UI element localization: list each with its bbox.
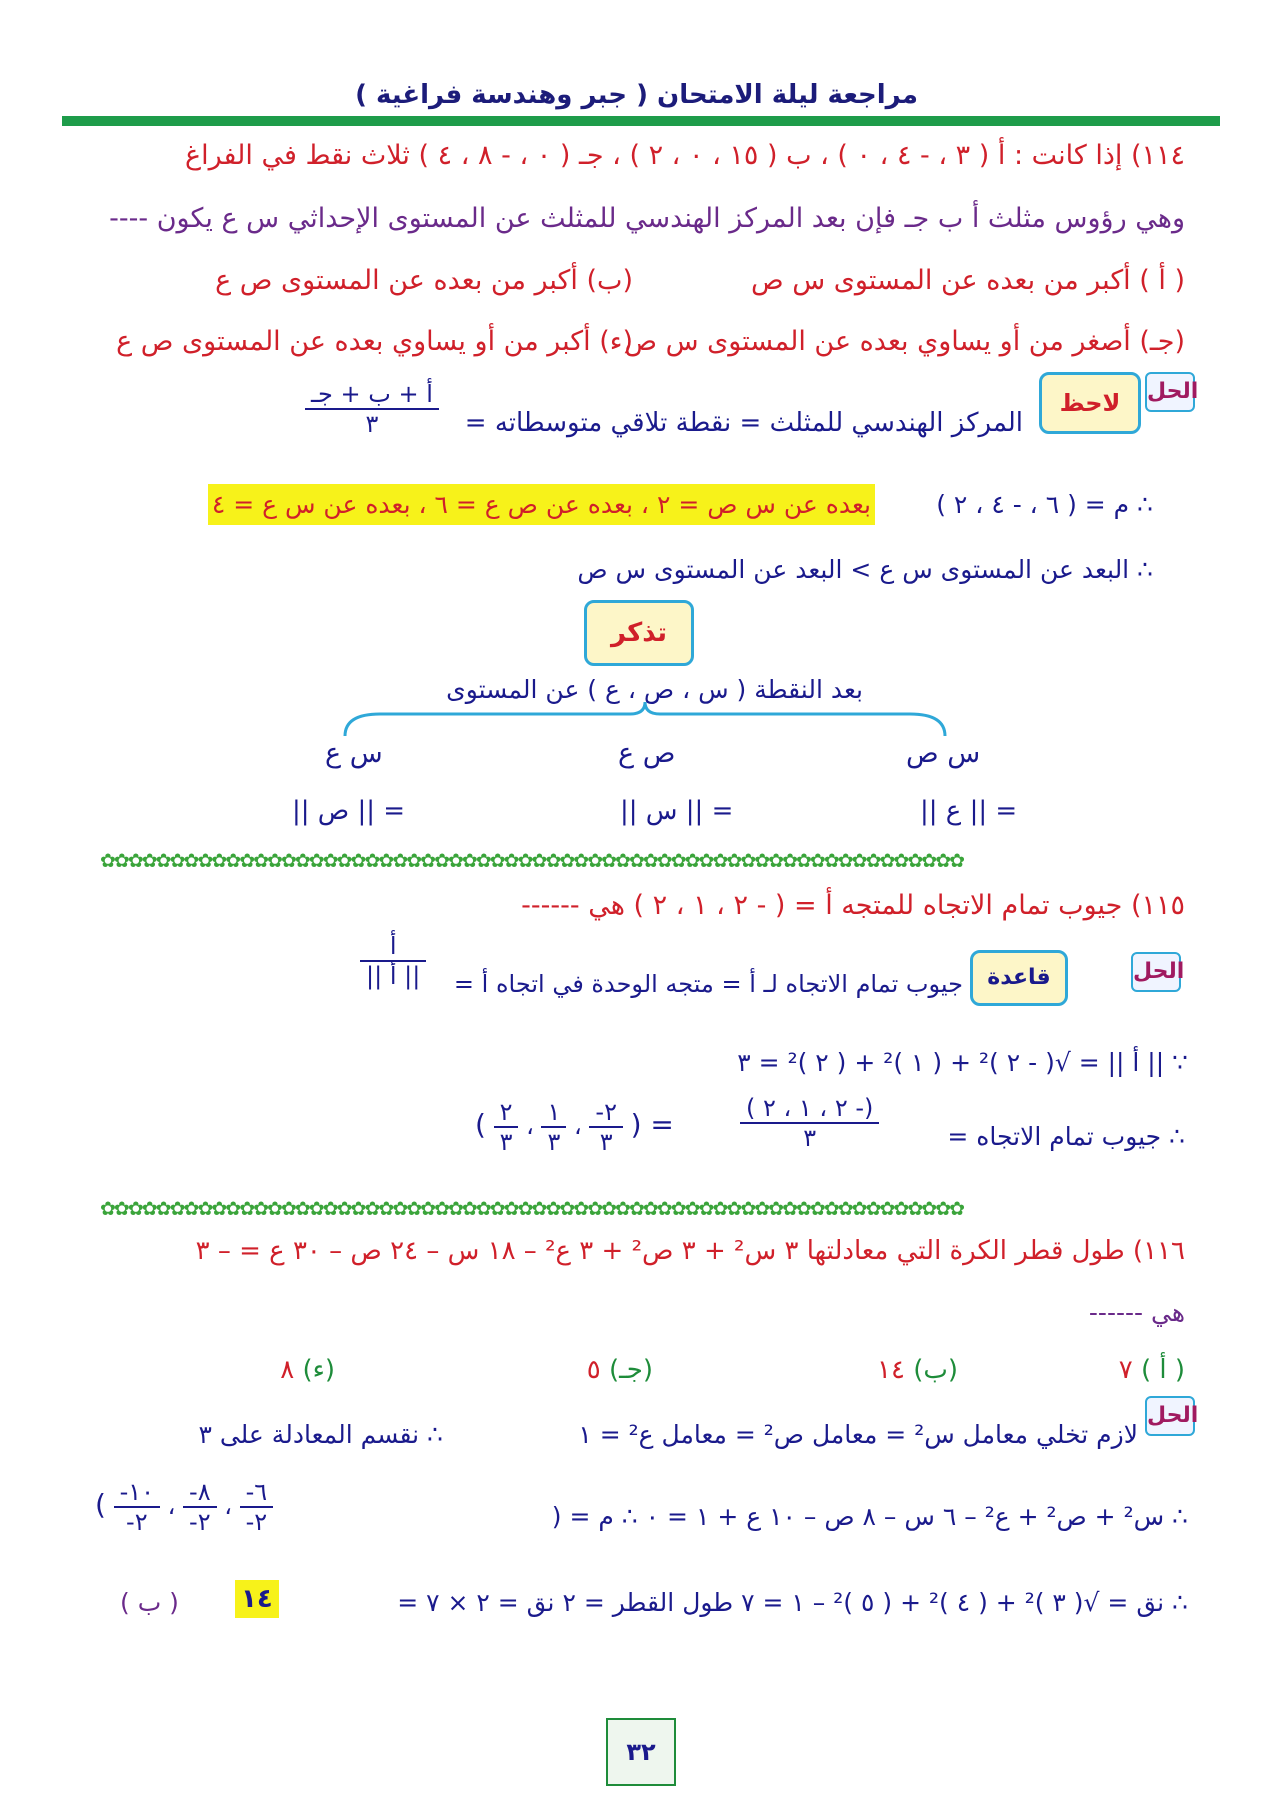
cosine-z-num: ٢ xyxy=(494,1098,519,1128)
q114-solution-tag: الحل xyxy=(1145,372,1195,412)
section-divider-flowers-2: ✿✿✿✿✿✿✿✿✿✿✿✿✿✿✿✿✿✿✿✿✿✿✿✿✿✿✿✿✿✿✿✿✿✿✿✿✿✿✿✿✿✿✿✿✿✿✿✿✿✿✿✿✿✿✿✿✿✿✿✿✿✿ xyxy=(100,1198,964,1220)
distance-rule-title: بعد النقطة ( س ، ص ، ع ) عن المستوى xyxy=(446,675,863,704)
center-z-den: -٢ xyxy=(126,1508,148,1536)
option-b-value: ١٤ xyxy=(877,1355,905,1385)
section-divider-flowers: ✿✿✿✿✿✿✿✿✿✿✿✿✿✿✿✿✿✿✿✿✿✿✿✿✿✿✿✿✿✿✿✿✿✿✿✿✿✿✿✿✿✿✿✿✿✿✿✿✿✿✿✿✿✿✿✿✿✿✿✿✿✿ xyxy=(100,850,964,872)
rule-badge: قاعدة xyxy=(970,950,1068,1006)
center-y-num: -٨ xyxy=(183,1478,217,1508)
option-d-label: (ء) xyxy=(302,1355,335,1385)
q116-step1b: ∴ نقسم المعادلة على ٣ xyxy=(198,1420,443,1449)
q116-step1: لازم تخلي معامل س² = معامل ص² = معامل ع² = ١ xyxy=(578,1420,1138,1449)
q116-question-end: هي ------ xyxy=(1088,1298,1185,1327)
q116-question: ١١٦) طول قطر الكرة التي معادلتها ٣ س² + ٣ ص² + ٣ ع² – ١٨ س – ٢٤ ص – ٣٠ ع = – ٣ xyxy=(195,1236,1185,1266)
plane-xy-value: = || ع || xyxy=(920,796,1018,826)
center-x-den: -٢ xyxy=(245,1508,268,1536)
q116-option-a xyxy=(1119,1355,1185,1385)
option-a-label: ( أ ) xyxy=(1140,1355,1185,1385)
centroid-denominator: ٣ xyxy=(365,410,379,438)
option-c-value: ٥ xyxy=(586,1355,601,1385)
cosine-z-den: ٣ xyxy=(499,1128,513,1156)
rule-denominator: || أ || xyxy=(366,962,421,990)
cosines-label: ∴ جيوب تمام الاتجاه = xyxy=(947,1122,1185,1151)
remember-badge: تذكر xyxy=(584,600,694,666)
q114-line1: ١١٤) إذا كانت : أ ( ٣ ، - ٤ ، ٠ ) ، ب ( ١٥ ، ٠ ، ٢ ) ، جـ ( ٠ ، - ٨ ، ٤ ) ثلاث نقط في الفراغ xyxy=(185,140,1185,171)
q116-option-d xyxy=(280,1355,335,1385)
center-x-num: -٦ xyxy=(240,1478,274,1508)
plane-xz-label: س ع xyxy=(325,738,383,769)
distance-conclusion: ∴ البعد عن المستوى س ع > البعد عن المستوى س ص xyxy=(577,555,1153,584)
cosine-y-num: ١ xyxy=(541,1098,566,1128)
q116-option-c xyxy=(587,1355,653,1385)
norm-line: ∵ || أ || = √( - ٢ )² + ( ١ )² + ( ٢ )² = ٣ xyxy=(737,1048,1188,1077)
q114-option-c: (جـ) أصغر من أو يساوي بعده عن المستوى س ص xyxy=(624,326,1185,357)
q116-step2: ∴ س² + ص² + ع² – ٦ س – ٨ ص – ١٠ ع + ١ = ٠ ∴ م = ( xyxy=(551,1502,1188,1531)
plane-yz-label: ص ع xyxy=(618,738,676,769)
cosines-fraction xyxy=(740,1094,879,1152)
header-divider xyxy=(62,116,1220,126)
answer-label: ( ب ) xyxy=(120,1588,179,1617)
cosines-numerator: (- ٢ ، ١ ، ٢ ) xyxy=(740,1094,879,1124)
cosines-denominator: ٣ xyxy=(803,1124,817,1152)
cosine-x-num: -٢ xyxy=(589,1098,623,1128)
centroid-fraction xyxy=(305,380,439,438)
q116-solution-tag: الحل xyxy=(1145,1396,1195,1436)
cosine-y-den: ٣ xyxy=(547,1128,561,1156)
answer-highlight: ١٤ xyxy=(235,1580,279,1618)
q114-option-d: (ء) أكبر من أو يساوي بعده عن المستوى ص ع xyxy=(116,326,633,357)
q114-option-a: ( أ ) أكبر من بعده عن المستوى س ص xyxy=(750,265,1185,296)
q115-solution-tag: الحل xyxy=(1131,952,1181,992)
q116-option-b xyxy=(877,1355,958,1385)
center-y-den: -٢ xyxy=(189,1508,211,1536)
plane-xz-value: = || ص || xyxy=(292,796,406,826)
cosine-x-den: ٣ xyxy=(599,1128,613,1156)
centroid-definition: المركز الهندسي للمثلث = نقطة تلاقي متوسطاته = xyxy=(464,408,1023,438)
distance-brace xyxy=(340,700,950,740)
distance-highlight: بعده عن س ص = ٢ ، بعده عن ص ع = ٦ ، بعده عن س ع = ٤ xyxy=(208,484,875,525)
option-c-label: (جـ) xyxy=(609,1355,653,1385)
q114-line2: وهي رؤوس مثلث أ ب جـ فإن بعد المركز الهندسي للمثلث عن المستوى الإحداثي س ع يكون ---- xyxy=(109,203,1185,234)
plane-xy-label: س ص xyxy=(906,738,981,769)
option-d-value: ٨ xyxy=(280,1355,295,1385)
centroid-result: ∴ م = ( ٦ ، - ٤ ، ٢ ) xyxy=(936,490,1153,519)
plane-yz-value: = || س || xyxy=(620,796,734,826)
rule-text: جيوب تمام الاتجاه لـ أ = متجه الوحدة في اتجاه أ = xyxy=(453,970,963,998)
option-b-label: (ب) xyxy=(913,1355,958,1385)
page-header-title: مراجعة ليلة الامتحان ( جبر وهندسة فراغية ) xyxy=(355,80,918,110)
cosines-result: ( $\frac{٢}{٣}$ ، $\frac{١}{٣}$ ، $\frac{-٢}{٣}$ ) = xyxy=(475,1098,674,1156)
option-a-value: ٧ xyxy=(1118,1355,1133,1385)
note-badge: لاحظ xyxy=(1039,372,1141,434)
q114-option-b: (ب) أكبر من بعده عن المستوى ص ع xyxy=(215,265,633,296)
centroid-numerator: أ + ب + جـ xyxy=(305,380,439,410)
rule-numerator: أ xyxy=(360,932,426,962)
rule-fraction xyxy=(360,932,426,990)
q116-step3: ∴ نق = √( ٣ )² + ( ٤ )² + ( ٥ )² – ١ = ٧ طول القطر = ٢ نق = ٢ × ٧ = xyxy=(397,1588,1188,1617)
page-number: ٣٢ xyxy=(606,1718,676,1786)
sphere-center: ( $\frac{-١٠}{-٢}$ ، $\frac{-٨}{-٢}$ ، $\frac{-٦}{-٢}$ xyxy=(95,1478,273,1536)
center-z-num: -١٠ xyxy=(114,1478,160,1508)
q115-question: ١١٥) جيوب تمام الاتجاه للمتجه أ = ( - ٢ ، ١ ، ٢ ) هي ------ xyxy=(521,890,1185,921)
